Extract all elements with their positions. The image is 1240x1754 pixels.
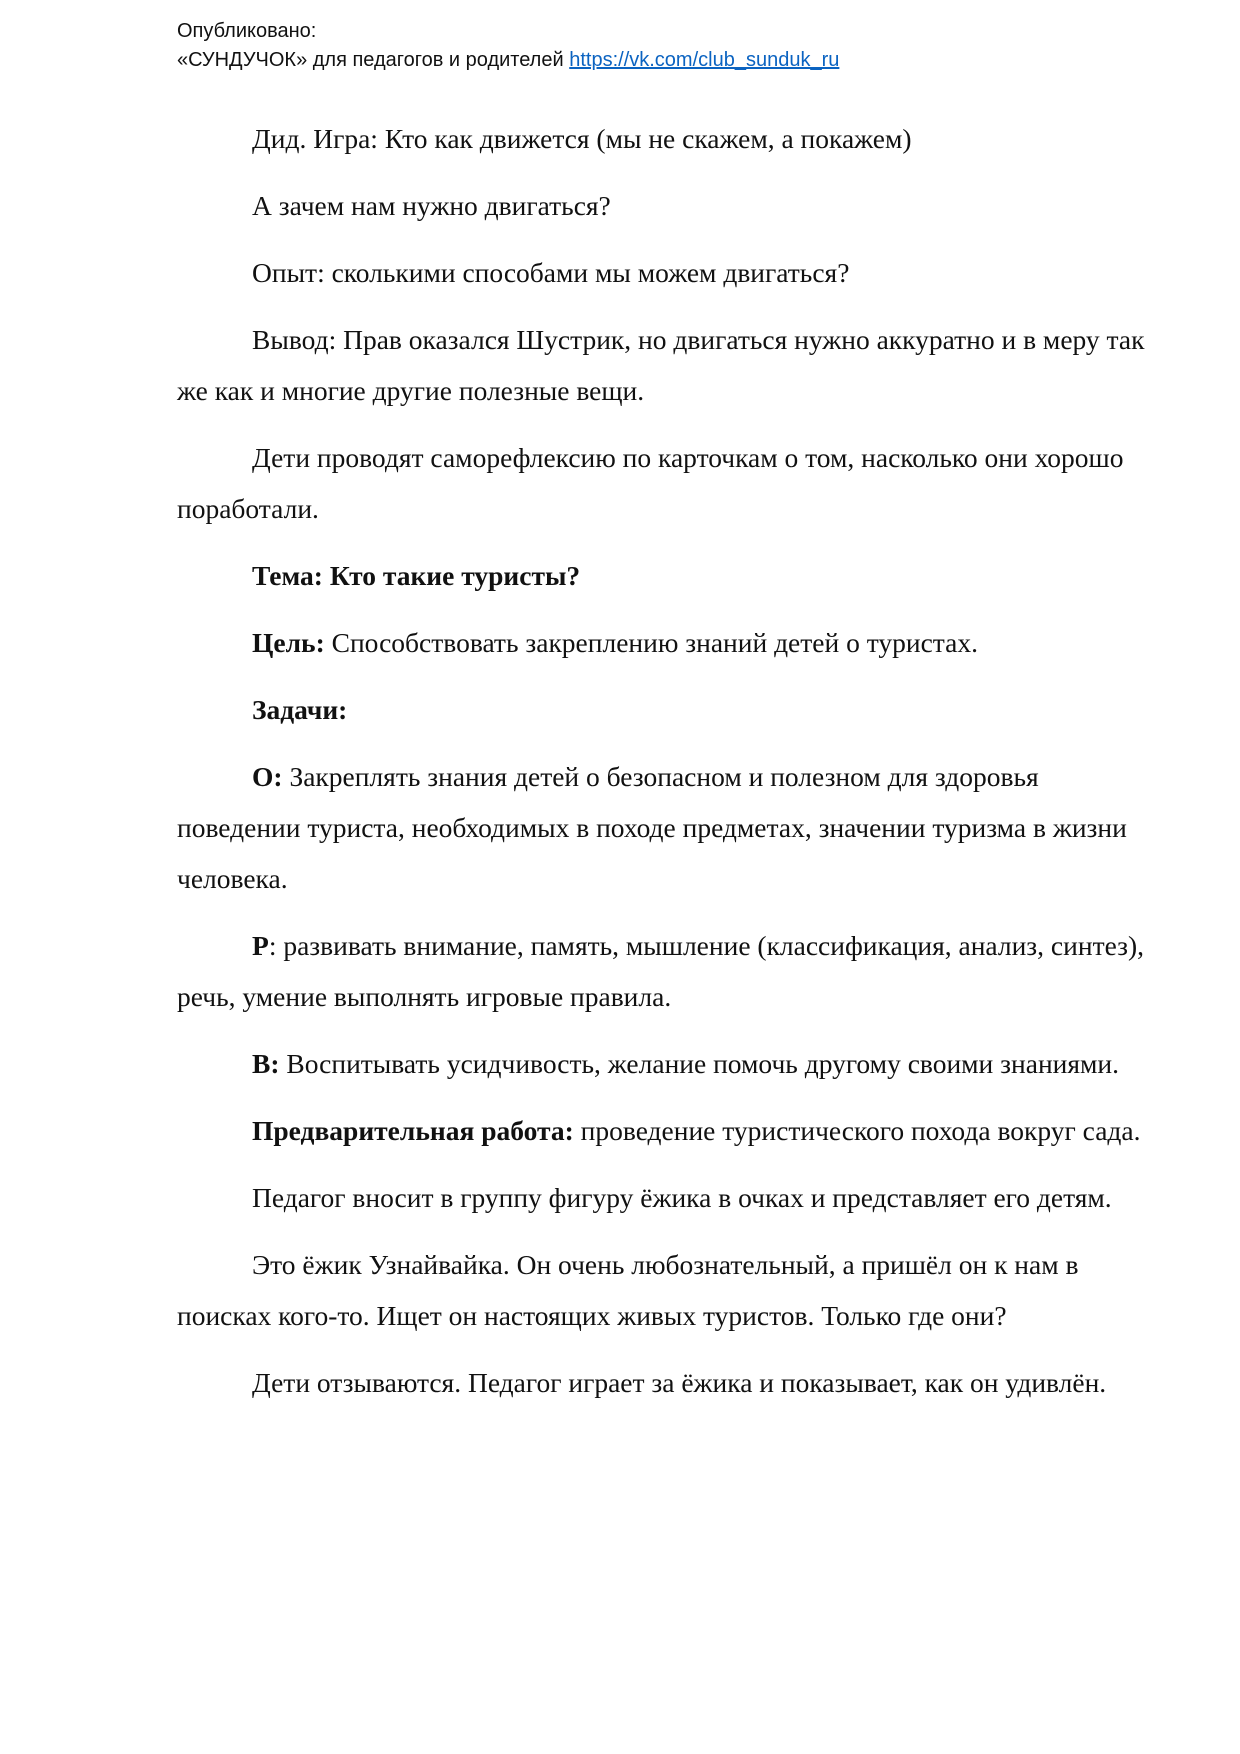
paragraph-experiment: Опыт: сколькими способами мы можем двигаться? xyxy=(252,257,850,288)
goal-paragraph xyxy=(177,617,1147,668)
prep-label: Предварительная работа: xyxy=(252,1115,574,1146)
source-link[interactable]: https://vk.com/club_sunduk_ru xyxy=(569,49,840,71)
task-r-paragraph xyxy=(177,920,1147,1022)
task-r-text: : развивать внимание, память, мышление (классификация, анализ, синтез), речь, умение выполнять игровые правила. xyxy=(177,930,1145,1012)
task-v-paragraph xyxy=(177,1038,1147,1089)
source-line xyxy=(177,46,839,75)
tasks-label: Задачи: xyxy=(252,694,348,725)
paragraph-game: Дид. Игра: Кто как движется (мы не скажем, а покажем) xyxy=(252,123,912,154)
paragraph-children: Дети отзываются. Педагог играет за ёжика и показывает, как он удивлён. xyxy=(252,1367,1107,1398)
prep-paragraph xyxy=(177,1105,1147,1156)
topic-heading xyxy=(177,550,1147,601)
task-v-label: В: xyxy=(252,1048,280,1079)
prep-text: проведение туристического похода вокруг сада. xyxy=(573,1115,1141,1146)
task-o-label: О: xyxy=(252,761,283,792)
paragraph-hedgehog: Это ёжик Узнайвайка. Он очень любознательный, а пришёл он к нам в поисках кого-то. Ищет он настоящих живых туристов. Только где они? xyxy=(177,1249,1079,1331)
paragraph-question: А зачем нам нужно двигаться? xyxy=(252,190,611,221)
source-text: «СУНДУЧОК» для педагогов и родителей xyxy=(177,49,570,71)
goal-text: Способствовать закреплению знаний детей о туристах. xyxy=(324,627,978,658)
document-body xyxy=(177,113,1147,1424)
tasks-heading xyxy=(177,684,1147,735)
paragraph-conclusion: Вывод: Прав оказался Шустрик, но двигаться нужно аккуратно и в меру так же как и многие другие полезные вещи. xyxy=(177,324,1145,406)
goal-label: Цель: xyxy=(252,627,325,658)
task-v-text: Воспитывать усидчивость, желание помочь другому своими знаниями. xyxy=(279,1048,1120,1079)
paragraph-teacher: Педагог вносит в группу фигуру ёжика в очках и представляет его детям. xyxy=(252,1182,1112,1213)
paragraph-reflection: Дети проводят саморефлексию по карточкам о том, насколько они хорошо поработали. xyxy=(177,442,1124,524)
task-o-text: Закреплять знания детей о безопасном и полезном для здоровья поведении туриста, необходимых в походе предметах, значении туризма в жизни человека. xyxy=(177,761,1127,894)
task-r-label: Р xyxy=(252,930,269,961)
published-label: Опубликовано: xyxy=(177,20,317,42)
task-o-paragraph xyxy=(177,751,1147,904)
topic-title: Тема: Кто такие туристы? xyxy=(252,560,581,591)
page-header xyxy=(177,17,839,75)
